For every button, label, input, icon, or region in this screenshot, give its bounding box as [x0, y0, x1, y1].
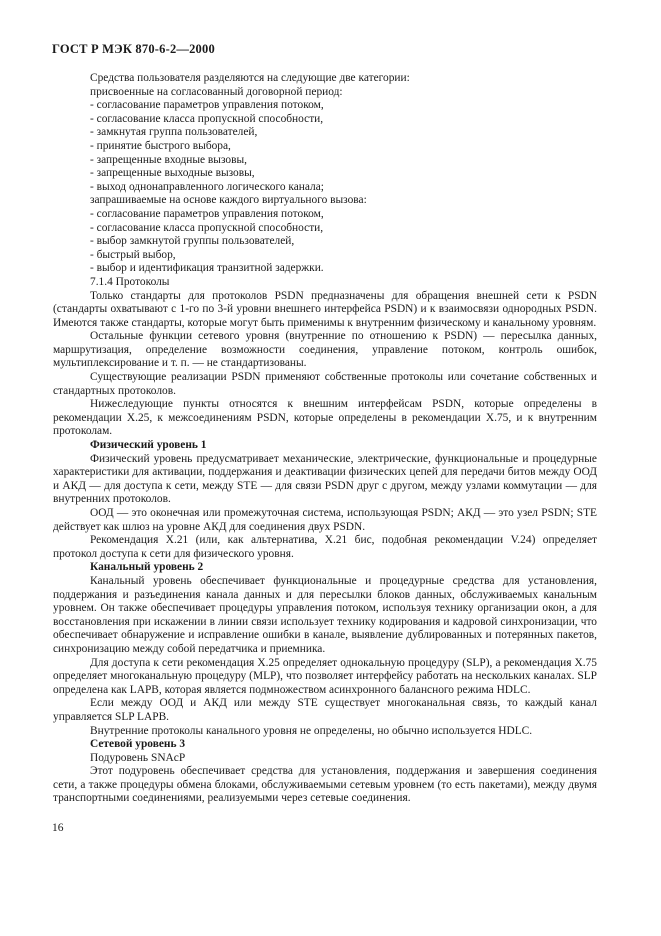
text-line: - согласование параметров управления потоком,	[90, 99, 324, 112]
page-header: ГОСТ Р МЭК 870-6-2—2000	[52, 42, 215, 56]
paragraph: ООД — это оконечная или промежуточная система, использующая PSDN; АКД — это узел PSDN; STE действует как шлюз на уровне АКД для соединения двух PSDN.	[53, 507, 597, 533]
text-line: - запрещенные выходные вызовы,	[90, 167, 255, 180]
text-line: - выбор замкнутой группы пользователей,	[90, 235, 295, 248]
paragraph: Канальный уровень обеспечивает функциональные и процедурные средства для установления, поддержания и разъединения канала данных и для пересылки блоков данных, обслуживаемых канальным уровнем. Он также обеспечивает процедуры управления потоком, используя технику организации окон, а для восстановления при искажении в линии связи использует технику кодирования и кадровой синхронизации, что обеспечивает обнаружение и исправление ошибки в канале, выявление дублированных и потерянных пакетов, синхронизацию между собой передатчика и приемника.	[53, 574, 597, 655]
paragraph: Внутренние протоколы канального уровня не определены, но обычно используется HDLC.	[90, 724, 533, 737]
text-line: - выбор и идентификация транзитной задержки.	[90, 262, 324, 275]
text-line: запрашиваемые на основе каждого виртуального вызова:	[90, 194, 367, 207]
text-line: - согласование параметров управления потоком,	[90, 207, 324, 220]
paragraph: Для доступа к сети рекомендация X.25 определяет однокальную процедуру (SLP), а рекомендация X.75 определяет многоканальную процедуру (MLP), что позволяет интерфейсу работать на нескольких каналах. SLP определена как LAPB, которая является подмножеством асинхронного балансного режима HDLC.	[53, 656, 597, 696]
text-line: - замкнутая группа пользователей,	[90, 126, 258, 139]
paragraph: Рекомендация X.21 (или, как альтернатива, X.21 бис, подобная рекомендации V.24) определяет протокол доступа к сети для физического уровня.	[53, 534, 597, 560]
page-number: 16	[52, 822, 64, 834]
section-heading: Физический уровень 1	[90, 439, 207, 452]
text-line: - запрещенные входные вызовы,	[90, 153, 247, 166]
text-line: - согласование класса пропускной способности,	[90, 112, 324, 125]
page-body	[53, 72, 597, 806]
text-line: Подуровень SNAcP	[90, 751, 186, 764]
text-line: 7.1.4 Протоколы	[90, 275, 170, 288]
paragraph: Этот подуровень обеспечивает средства для установления, поддержания и завершения соединения сети, а также процедуры обмена блоками, обслуживаемыми сетевым уровнем (то есть пакетами), между двумя транспортными соединениями, реализуемыми через сетевые соединения.	[53, 765, 597, 805]
text-line: присвоенные на согласованный договорной период:	[90, 85, 343, 98]
text-line: - принятие быстрого выбора,	[90, 139, 231, 152]
paragraph: Существующие реализации PSDN применяют собственные протоколы или сочетание собственных и стандартных протоколов.	[53, 371, 597, 397]
paragraph: Остальные функции сетевого уровня (внутренние по отношению к PSDN) — пересылка данных, маршрутизация, определение возможности соединения, управление потоком, контроль ошибок, мультиплексирование и т. п. — не стандартизованы.	[53, 330, 597, 370]
text-line: - согласование класса пропускной способности,	[90, 221, 324, 234]
paragraph: Нижеследующие пункты относятся к внешним интерфейсам PSDN, которые определены в рекомендации X.25, к межсоединениям PSDN, которые определены в рекомендации X.75, и к внутренним протоколам.	[53, 398, 597, 438]
text-line: Средства пользователя разделяются на следующие две категории:	[90, 72, 410, 84]
text-line: - выход однонаправленного логического канала;	[90, 180, 324, 193]
section-heading: Канальный уровень 2	[90, 561, 204, 574]
text-line: - быстрый выбор,	[90, 248, 176, 261]
paragraph: Только стандарты для протоколов PSDN предназначены для обращения внешней сети к PSDN (стандарты охватывают с 1-го по 3-й уровни внешнего интерфейса PSDN) и к взаимосвязи однородных PSDN. Имеются также стандарты, которые могут быть применимы к внутренним физическому и канальному уровням.	[53, 289, 597, 329]
section-heading: Сетевой уровень 3	[90, 738, 186, 751]
paragraph: Если между ООД и АКД или между STE существует многоканальная связь, то каждый канал управляется SLP LAPB.	[53, 697, 597, 723]
paragraph: Физический уровень предусматривает механические, электрические, функциональные и процедурные характеристики для активации, поддержания и деактивации физических цепей для передачи битов между ООД и АКД — для доступа к сети, между STE — для связи PSDN друг с другом, между узлами коммутации — для внутренних протоколов.	[53, 452, 597, 506]
